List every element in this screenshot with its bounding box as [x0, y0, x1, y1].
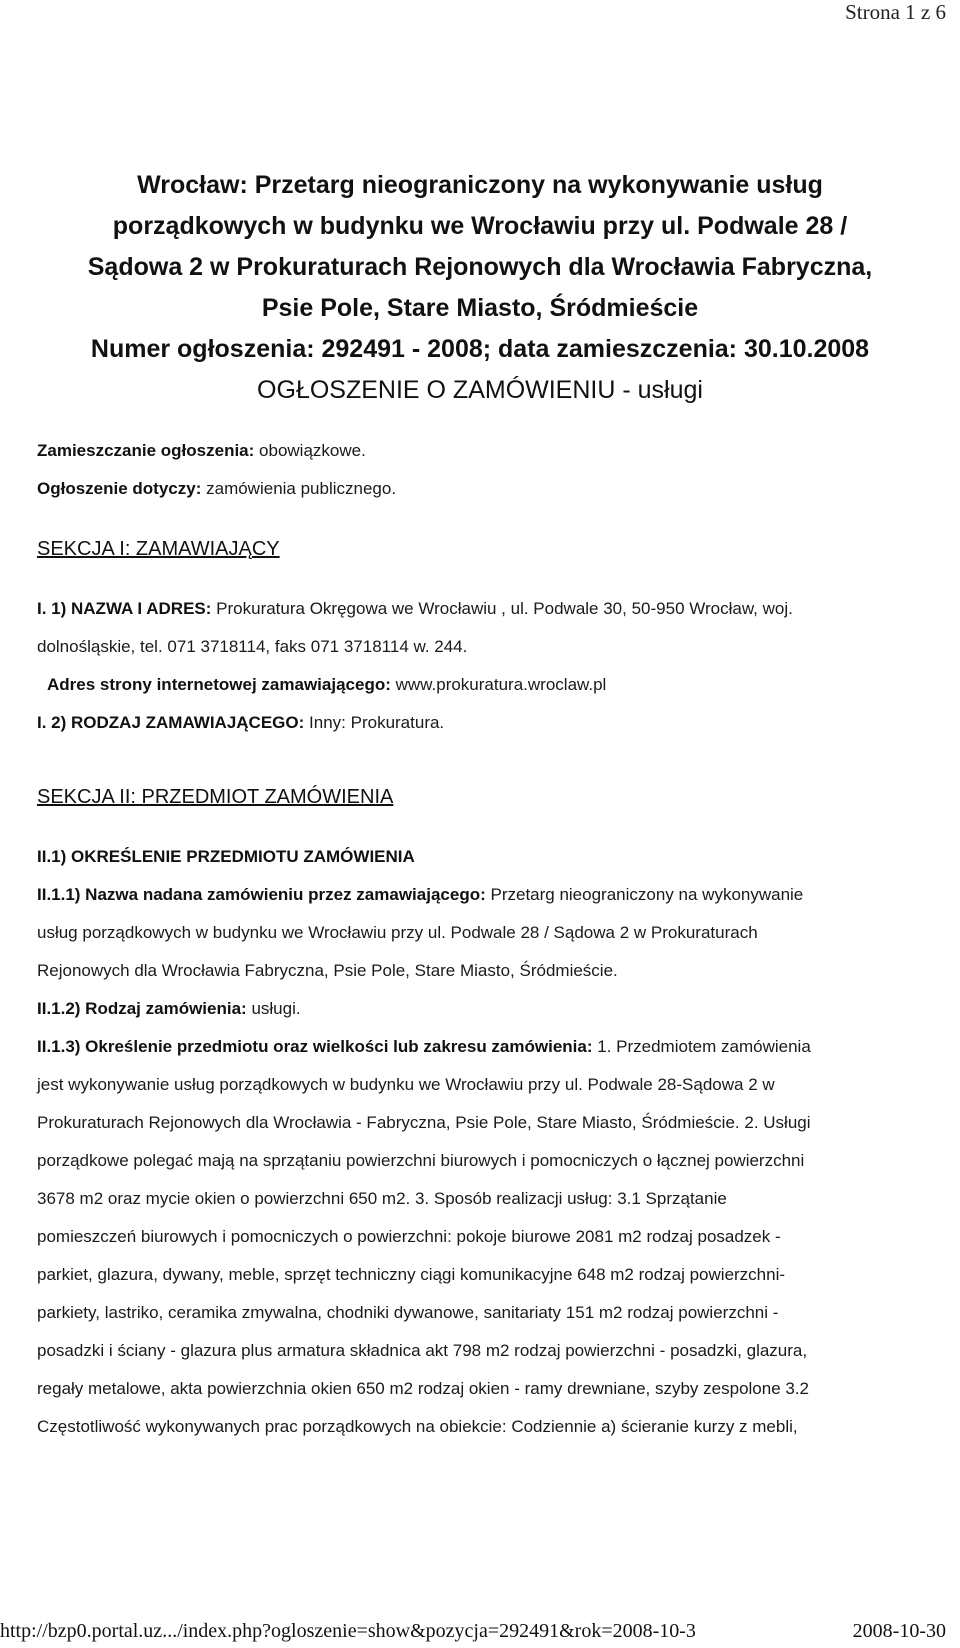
order-name-line-3: Rejonowych dla Wrocławia Fabryczna, Psie Pole, Stare Miasto, Śródmieście. [37, 961, 618, 980]
description-line: Prokuraturach Rejonowych dla Wrocławia - Fabryczna, Psie Pole, Stare Miasto, Śródmieście. 2. Usługi [37, 1113, 811, 1132]
order-kind-line [37, 999, 301, 1019]
announcement-title [0, 165, 960, 411]
description-line: parkiety, lastriko, ceramika zmywalna, chodniki dywanowe, sanitariaty 151 m2 rodzaj powierzchni - [37, 1303, 779, 1322]
title-line: Wrocław: Przetarg nieograniczony na wykonywanie usług [137, 171, 823, 199]
description-line: porządkowe polegać mają na sprzątaniu powierzchni biurowych i pomocniczych o łącznej powierzchni [37, 1151, 805, 1170]
contracting-name-value: Prokuratura Okręgowa we Wrocławiu , ul. Podwale 30, 50-950 Wrocław, woj. [216, 599, 793, 618]
website-line [47, 675, 606, 695]
subject-subheading [37, 847, 415, 867]
contracting-type-value: Inny: Prokuratura. [309, 713, 445, 732]
description-line: jest wykonywanie usług porządkowych w budynku we Wrocławiu przy ul. Podwale 28-Sądowa 2 w [37, 1075, 775, 1094]
order-name-line-2: usług porządkowych w budynku we Wrocławiu przy ul. Podwale 28 / Sądowa 2 w Prokuraturach [37, 923, 758, 942]
concerns-label: Ogłoszenie dotyczy: [37, 479, 202, 498]
contracting-type-label: I. 2) RODZAJ ZAMAWIAJĄCEGO: [37, 713, 305, 732]
footer-date: 2008-10-30 [852, 1620, 946, 1642]
order-description-label: II.1.3) Określenie przedmiotu oraz wielkości lub zakresu zamówienia: [37, 1037, 593, 1056]
announcement-number: Numer ogłoszenia: 292491 - 2008; data zamieszczenia: 30.10.2008 [90, 335, 870, 363]
subject-subheading-text: II.1) OKREŚLENIE PRZEDMIOTU ZAMÓWIENIA [37, 847, 415, 866]
contracting-name-label: I. 1) NAZWA I ADRES: [37, 599, 212, 618]
announcement-type: OGŁOSZENIE O ZAMÓWIENIU - usługi [257, 376, 703, 404]
order-name-line [37, 885, 803, 905]
order-kind-label: II.1.2) Rodzaj zamówienia: [37, 999, 247, 1018]
concerns-line [37, 479, 396, 499]
title-line: porządkowych w budynku we Wrocławiu przy ul. Podwale 28 / [112, 212, 848, 240]
website-label: Adres strony internetowej zamawiającego: [47, 675, 391, 694]
description-line: posadzki i ściany - glazura plus armatura składnica akt 798 m2 rodzaj powierzchni - posadzki, glazura, [37, 1341, 808, 1360]
title-line: Sądowa 2 w Prokuraturach Rejonowych dla Wrocławia Fabryczna, [87, 253, 873, 281]
description-line: parkiet, glazura, dywany, meble, sprzęt techniczny ciągi komunikacyjne 648 m2 rodzaj powierzchni- [37, 1265, 786, 1284]
order-name-label: II.1.1) Nazwa nadana zamówieniu przez zamawiającego: [37, 885, 486, 904]
section-2-heading: SEKCJA II: PRZEDMIOT ZAMÓWIENIA [37, 786, 394, 808]
order-description-line [37, 1037, 811, 1057]
contracting-type-line [37, 713, 444, 733]
contracting-address-line: dolnośląskie, tel. 071 3718114, faks 071 3718114 w. 244. [37, 637, 468, 656]
placement-label: Zamieszczanie ogłoszenia: [37, 441, 255, 460]
section-1-heading: SEKCJA I: ZAMAWIAJĄCY [37, 538, 280, 560]
placement-line [37, 441, 366, 461]
website-link[interactable]: www.prokuratura.wroclaw.pl [395, 675, 607, 694]
description-line: 3678 m2 oraz mycie okien o powierzchni 650 m2. 3. Sposób realizacji usług: 3.1 Sprzątanie [37, 1189, 727, 1208]
order-name-value: Przetarg nieograniczony na wykonywanie [490, 885, 804, 904]
footer-url: http://bzp0.portal.uz.../index.php?ogloszenie=show&pozycja=292491&rok=2008-10-3 [0, 1620, 696, 1642]
description-line: pomieszczeń biurowych i pomocniczych o powierzchni: pokoje biurowe 2081 m2 rodzaj posadzek - [37, 1227, 781, 1246]
placement-value: obowiązkowe. [259, 441, 366, 460]
contracting-name-line [37, 599, 793, 619]
order-kind-value: usługi. [251, 999, 301, 1018]
concerns-value: zamówienia publicznego. [206, 479, 397, 498]
title-line: Psie Pole, Stare Miasto, Śródmieście [261, 294, 699, 322]
page-number: Strona 1 z 6 [845, 0, 946, 24]
order-description-start: 1. Przedmiotem zamówienia [597, 1037, 811, 1056]
description-line: Częstotliwość wykonywanych prac porządkowych na obiekcie: Codziennie a) ścieranie kurzy z mebli, [37, 1417, 798, 1436]
description-line: regały metalowe, akta powierzchnia okien 650 m2 rodzaj okien - ramy drewniane, szyby zespolone 3.2 [37, 1379, 810, 1398]
